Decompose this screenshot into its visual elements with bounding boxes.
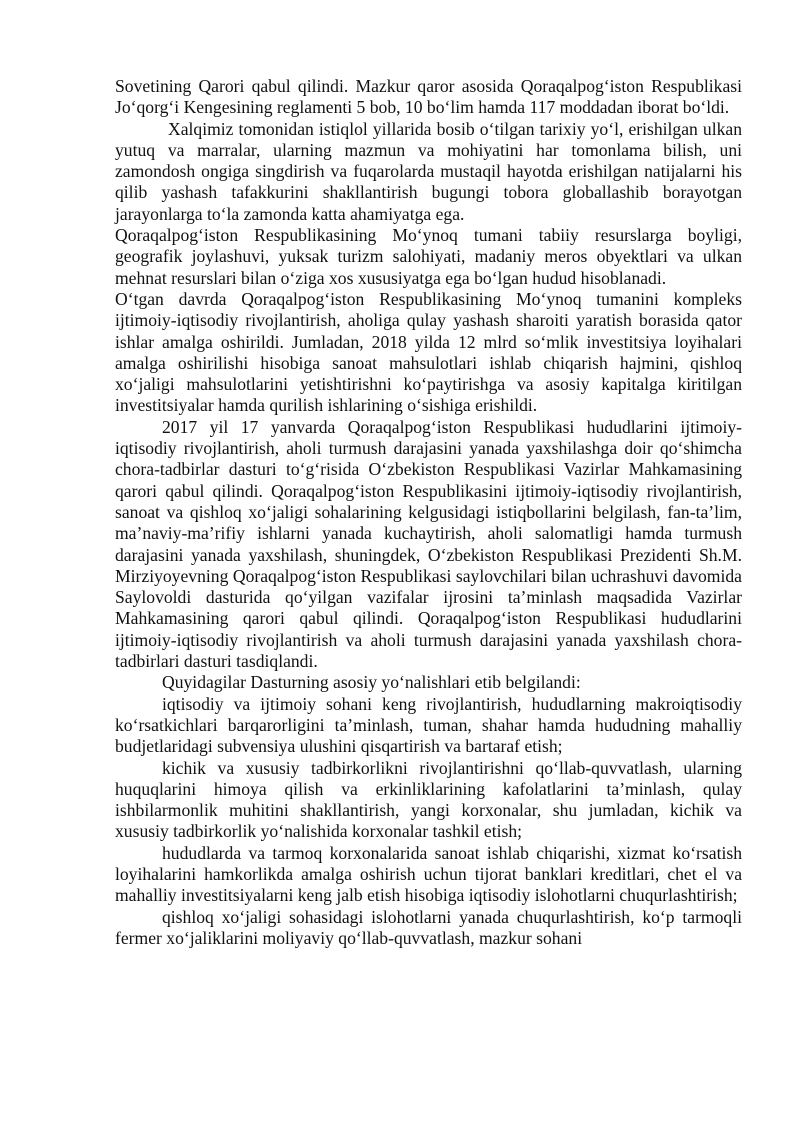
paragraph-9: hududlarda va tarmoq korxonalarida sanoat ishlab chiqarishi, xizmat ko‘rsatish loyihalarini hamkorlikda amalga oshirish uchun tijorat banklari kreditlari, chet el va mahalliy investitsiyalarni keng jalb etish hisobiga iqtisodiy islohotlarni chuqurlashtirish; xyxy=(115,842,742,906)
paragraph-3: Qoraqalpog‘iston Respublikasining Mo‘ynoq tumani tabiiy resurslarga boyligi, geografik joylashuvi, yuksak turizm salohiyati, madaniy meros obyektlari va ulkan mehnat resurslari bilan o‘ziga xos xususiyatga ega bo‘lgan hudud hisoblanadi. xyxy=(115,225,742,288)
paragraph-2: Xalqimiz tomonidan istiqlol yillarida bosib o‘tilgan tarixiy yo‘l, erishilgan ulkan yutuq va marralar, ularning mazmun va mohiyatini har tomonlama bilish, uni zamondosh ongiga singdirish va fuqarolarda mustaqil hayotda erishilgan natijalarni his qilib yashash tafakkurini shakllantirish bugungi tobora globallashib borayotgan jarayonlarga to‘la zamonda katta ahamiyatga ega. xyxy=(115,118,742,224)
paragraph-10: qishloq xo‘jaligi sohasidagi islohotlarni yanada chuqurlashtirish, ko‘p tarmoqli fermer xo‘jaliklarini moliyaviy qo‘llab-quvvatlash, mazkur sohani xyxy=(115,906,742,948)
paragraph-6: Quyidagilar Dasturning asosiy yo‘nalishlari etib belgilandi: xyxy=(162,672,581,693)
paragraph-8: kichik va xususiy tadbirkorlikni rivojlantirishni qo‘llab-quvvatlash, ularning huquqlarini himoya qilish va erkinliklarining kafolatlarini ta’minlash, qulay ishbilarmonlik muhitini shakllantirish, yangi korxonalar, shu jumladan, kichik va xususiy tadbirkorlik yo‘nalishida korxonalar tashkil etish; xyxy=(115,757,742,842)
paragraph-5: 2017 yil 17 yanvarda Qoraqalpog‘iston Respublikasi hududlarini ijtimoiy-iqtisodiy rivojlantirish, aholi turmush darajasini yanada yaxshilashga doir qo‘shimcha chora-tadbirlar dasturi to‘g‘risida O‘zbekiston Respublikasi Vazirlar Mahkamasining qarori qabul qilindi. Qoraqalpog‘iston Respublikasini ijtimoiy-iqtisodiy rivojlantirish, sanoat va qishloq xo‘jaligi sohalarining kelgusidagi istiqbollarini belgilash, fan-ta’lim, ma’naviy-ma’rifiy ishlarni yanada kuchaytirish, aholi salomatligi hamda turmush darajasini yanada yaxshilash, shuningdek, O‘zbekiston Respublikasi Prezidenti Sh.M. Mirziyoyevning Qoraqalpog‘iston Respublikasi saylovchilari bilan uchrashuvi davomida Saylovoldi dasturida qo‘yilgan vazifalar ijrosini ta’minlash maqsadida Vazirlar Mahkamasining qarori qabul qilindi. Qoraqalpog‘iston Respublikasi hududlarini ijtimoiy-iqtisodiy rivojlantirish va aholi turmush darajasini yanada yaxshilash chora-tadbirlari dasturi tasdiqlandi. xyxy=(115,416,742,672)
paragraph-4: O‘tgan davrda Qoraqalpog‘iston Respublikasining Mo‘ynoq tumanini kompleks ijtimoiy-iqtisodiy rivojlantirish, aholiga qulay yashash sharoiti yaratish borasida qator ishlar amalga oshirildi. Jumladan, 2018 yilda 12 mlrd so‘mlik investitsiya loyihalari amalga oshirilishi hisobiga sanoat mahsulotlari ishlab chiqarish hajmini, qishloq xo‘jaligi mahsulotlarini yetishtirishni ko‘paytirishga va asosiy kapitalga kiritilgan investitsiyalar hamda qurilish ishlarining o‘sishiga erishildi. xyxy=(115,288,742,416)
paragraph-7: iqtisodiy va ijtimoiy sohani keng rivojlantirish, hududlarning makroiqtisodiy ko‘rsatkichlari barqarorligini ta’minlash, tuman, shahar hamda hududning mahalliy budjetlaridagi subvensiya ulushini qisqartirish va bartaraf etish; xyxy=(115,693,742,757)
paragraph-1: Sovetining Qarori qabul qilindi. Mazkur qaror asosida Qoraqalpog‘iston Respublikasi Jo‘qorg‘i Kengesining reglamenti 5 bob, 10 bo‘lim hamda 117 moddadan iborat bo‘ldi. xyxy=(115,76,742,118)
document-page xyxy=(115,76,742,949)
